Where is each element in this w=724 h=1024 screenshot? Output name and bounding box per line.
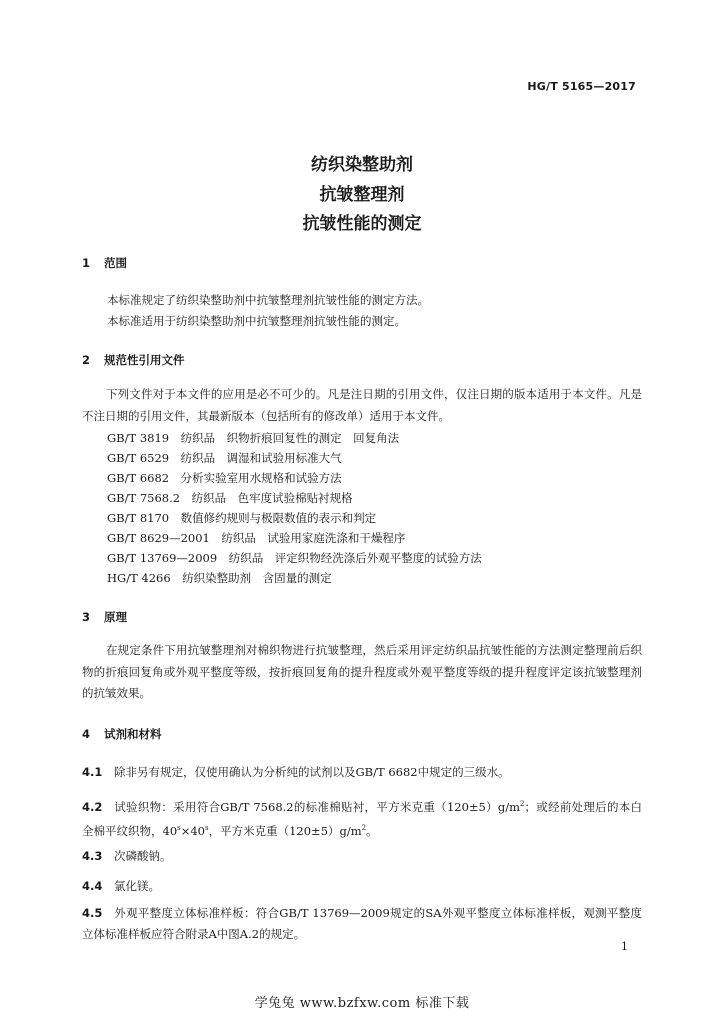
clause-4-3 — [82, 846, 642, 867]
page-number: 1 — [621, 940, 628, 953]
section-number: 2 — [82, 353, 91, 367]
reference-title: 纺织品 评定织物经洗涤后外观平整度的试验方法 — [228, 551, 482, 565]
section-number: 1 — [82, 256, 91, 270]
reference-code: GB/T 7568.2 — [107, 491, 181, 505]
reference-item — [107, 470, 342, 486]
superscript: s — [205, 823, 209, 832]
clause-text-d: ，平方米克重（120±5）g/m — [208, 823, 362, 838]
reference-title: 纺织品 织物折痕回复性的测定 回复角法 — [180, 431, 400, 445]
reference-item — [107, 510, 376, 526]
reference-item — [107, 450, 342, 466]
superscript: s — [177, 823, 181, 832]
superscript: 2 — [361, 823, 367, 832]
reference-item — [107, 530, 405, 546]
reference-code: HG/T 4266 — [107, 571, 171, 585]
reference-item — [107, 570, 332, 586]
superscript: 2 — [520, 800, 525, 808]
section-3-paragraph: 在规定条件下用抗皱整理剂对棉织物进行抗皱整理，然后采用评定纺织品抗皱性能的方法测定整理前后织物的折痕回复角或外观平整度等级，按折痕回复角的提升程度或外观平整度等级的提升程度评定该抗皱整理剂的抗皱效果。 — [82, 643, 642, 700]
clause-text-c: ×40 — [180, 823, 206, 838]
clause-text: 氯化镁。 — [114, 879, 160, 893]
clause-text: 除非另有规定，仅使用确认为分析纯的试剂以及GB/T 6682中规定的三级水。 — [114, 765, 510, 779]
clause-text: 次磷酸钠。 — [114, 849, 172, 863]
clause-4-2 — [82, 794, 642, 842]
clause-text-e: 。 — [366, 823, 378, 838]
reference-title: 纺织品 试验用家庭洗涤和干燥程序 — [221, 531, 406, 545]
section-title: 范围 — [104, 256, 127, 270]
clause-number: 4.4 — [82, 879, 103, 893]
section-number: 3 — [82, 610, 91, 624]
reference-title: 数值修约规则与极限数值的表示和判定 — [180, 511, 377, 525]
reference-title: 纺织染整助剂 含固量的测定 — [182, 571, 332, 585]
clause-number: 4.3 — [82, 849, 103, 863]
title-line-1: 纺织染整助剂 — [311, 155, 413, 175]
reference-title: 纺织品 调湿和试验用标准大气 — [180, 451, 342, 465]
clause-number: 4.5 — [82, 906, 103, 920]
title-line-3: 抗皱性能的测定 — [302, 214, 422, 234]
standard-code: HG/T 5165—2017 — [527, 80, 636, 93]
reference-item — [107, 490, 353, 506]
reference-item — [107, 550, 482, 566]
clause-4-5 — [82, 903, 642, 945]
section-2-intro: 下列文件对于本文件的应用是必不可少的。凡是注日期的引用文件，仅注日期的版本适用于本文件。凡是不注日期的引用文件，其最新版本（包括所有的修改单）适用于本文件。 — [82, 387, 642, 423]
section-title: 原理 — [104, 610, 127, 624]
section-title: 规范性引用文件 — [104, 353, 185, 367]
clause-4-1 — [82, 762, 642, 783]
section-number: 4 — [82, 727, 91, 741]
title-line-2: 抗皱整理剂 — [319, 185, 405, 205]
reference-code: GB/T 6529 — [107, 451, 170, 465]
clause-number: 4.1 — [82, 765, 103, 779]
section-1-paragraph-1: 本标准规定了纺织染整助剂中抗皱整理剂抗皱性能的测定方法。 — [107, 293, 429, 307]
reference-item — [107, 430, 399, 446]
clause-text-a: 试验织物：采用符合GB/T 7568.2的标准棉贴衬，平方米克重（120±5）g/m — [114, 799, 521, 814]
clause-4-4 — [82, 876, 642, 897]
reference-code: GB/T 8629—2001 — [107, 531, 210, 545]
section-4-heading — [82, 726, 162, 742]
reference-code: GB/T 3819 — [107, 431, 170, 445]
reference-code: GB/T 13769—2009 — [107, 551, 218, 565]
section-1-paragraph-2: 本标准适用于纺织染整助剂中抗皱整理剂抗皱性能的测定。 — [107, 314, 406, 328]
reference-title: 分析实验室用水规格和试验方法 — [180, 471, 342, 485]
clause-number: 4.2 — [82, 799, 103, 814]
clause-text-b: ；或经前处理后的本白全棉平纹织物，40 — [82, 799, 642, 838]
section-3-heading — [82, 609, 127, 625]
clause-text: 外观平整度立体标准样板：符合GB/T 13769—2009规定的SA外观平整度立体标准样板，观测平整度立体标准样板应符合附录A中图A.2的规定。 — [82, 906, 642, 941]
section-title: 试剂和材料 — [104, 727, 162, 741]
reference-title: 纺织品 色牢度试验棉贴衬规格 — [191, 491, 353, 505]
section-1-heading — [82, 255, 127, 271]
download-footer[interactable]: 学兔兔 www.bzfxw.com 标准下载 — [254, 996, 470, 1011]
reference-code: GB/T 6682 — [107, 471, 170, 485]
reference-code: GB/T 8170 — [107, 511, 170, 525]
section-2-heading — [82, 352, 185, 368]
